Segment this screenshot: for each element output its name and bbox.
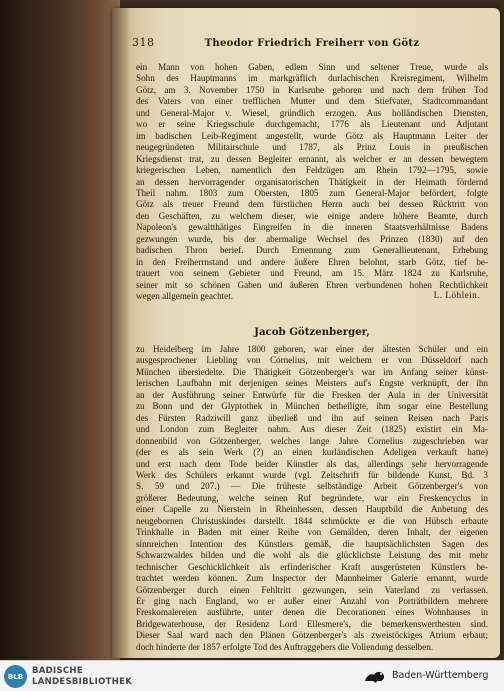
text-line: seiner mit so schönen Gaben und äußeren Ehren verbundenen hohen Rechtlichkeit [136, 279, 488, 290]
signature-row [136, 291, 488, 302]
text-line: kriegerischen Leben, namentlich den Feldzügen am Rhein 1792—1795, sowie [136, 165, 488, 176]
entry-heading: Jacob Götzenberger, [254, 326, 370, 338]
book-edge [0, 0, 120, 660]
running-title: Theodor Friedrich Freiherr von Götz [204, 38, 420, 49]
text-line: ein Mann von hohen Gaben, edlem Sinn und seltener Treue, wurde als [136, 62, 488, 72]
text-line: technischer Geschicklichkeit als erfinderischer Kraft ausgerüsteten Künstlers be- [136, 561, 488, 572]
text-line: Kriegsdienst trat, zu dessen Begleiter ernannt, als welcher er an dessen bewegtem [136, 153, 488, 164]
text-line: und London zum Begleiter nahm. Aus dieser Zeit (1825) existirt ein Ma- [136, 424, 488, 435]
text-line: in den Freiherrnstand und andere äußere Ehren belohnt, starb Götz, tief be- [136, 256, 488, 267]
text-line: und General-Major v. Wiesel, gründlich erzogen. Aus holländischen Diensten, [136, 107, 488, 118]
author-signature: L. Löhlein. [433, 291, 480, 302]
text-line: einer Capelle zu Nierstein in Rheinhessen, dessen Hauptbild die Anbetung des [136, 504, 488, 515]
text-line-last: doch hinderte der 1857 erfolgte Tod des Auftraggebers die Vollendung desselben. [136, 641, 434, 652]
text-line: trauert von seinem Gebieter und Freund, am 15. März 1824 zu Karlsruhe, [136, 268, 488, 279]
text-line: wo er seine Kriegsschule durchgemacht, 1776 als Lieutenant und Adjutant [136, 119, 488, 130]
text-line: donnenbild von Götzenberger, welches lange Jahre Cornelius zugeschrieben war [136, 435, 488, 446]
text-line: (der es als sein Werk (?) an einen kurländischen Adeligen verkauft hatte) [136, 447, 488, 458]
text-line: Napoleon's gewaltthätiges Eingreifen in die inneren Staatsverhältnisse Badens [136, 222, 488, 233]
text-line-last: wegen allgemein geachtet. [136, 291, 234, 302]
library-name[interactable] [32, 666, 132, 687]
state-name[interactable]: Baden-Württemberg [392, 670, 489, 681]
text-line: Götzenberger durch einen Fehltritt gezwungen, sein Vaterland zu verlassen. [136, 584, 488, 595]
text-line: Götz, am 3. November 1750 in Karlsruhe geboren und nach dem frühen Tod [136, 84, 488, 95]
text-line: Werk des Schülers erkannt wurde (vgl. Zeitschrift für bildende Kunst, Bd. 3 [136, 469, 488, 480]
entry-new-text [136, 344, 488, 653]
text-line: S. 59 und 207.) — Die früheste selbständige Arbeit Götzenberger's von [136, 481, 488, 492]
gutter-shadow [112, 8, 130, 658]
book-page [112, 8, 500, 658]
text-line: zu Heidelberg im Jahre 1800 geboren, war einer der ältesten Schüler und ein [136, 344, 488, 354]
library-name-line: BADISCHE [32, 666, 83, 676]
text-line: lerischen Laufbahn mit derjenigen seines Meisters auf's Engste verknüpft, der ihn [136, 378, 488, 389]
text-line: München übersiedelte. Die Thätigkeit Götzenberger's war im Anfang seiner künst- [136, 366, 488, 377]
library-footer [0, 660, 504, 691]
text-line: Dieser Saal ward nach den Plänen Götzenberger's als zweistöckiges Atrium erbaut; [136, 630, 488, 641]
blb-logo-icon[interactable]: BLB [4, 665, 27, 688]
text-line: im badischen Leib-Regiment angestellt, wurde Götz als Hauptmann Leiter der [136, 130, 488, 141]
entry-continued-text [136, 62, 488, 303]
text-line: des Vaters von einer trefflichen Mutter und dem Stiefvater, Stadtcommandant [136, 96, 488, 107]
text-line: des Fürsten Radziwill ganz überließ und ihn auf seinen Reisen nach Paris [136, 412, 488, 423]
text-line: an der Ausführung seiner Entwürfe für die Fresken der Aula in der Universität [136, 389, 488, 400]
text-line: Er ging nach England, wo er außer einer Anzahl von Porträtbildern mehrere [136, 595, 488, 606]
text-line: trachtet werden können. Zum Inspector der Mannheimer Galerie ernannt, wurde [136, 573, 488, 584]
text-line: Trinkhalle in Baden mit einer Reihe von Gemälden, deren Inhalt, der eigenen [136, 527, 488, 538]
text-line: Schwarzwaldes bilden und die wohl als die glücklichste Leistung des mit mehr [136, 550, 488, 561]
text-line: größerer Bedeutung, welche seinen Ruf begründete, war ein Freskencyclus in [136, 492, 488, 503]
page-header [132, 36, 492, 54]
text-line: Bridgewaterhouse, der Residenz Lord Ellesmere's, die bemerkenswerthesten sind. [136, 618, 488, 629]
text-line: Theil nahm. 1803 zum Obersten, 1805 zum General-Major befördert, folgte [136, 187, 488, 198]
text-line: neugebornen Christuskindes darstellt. 1844 schmückte er die von Hübsch erbaute [136, 515, 488, 526]
library-name-line: LANDESBIBLIOTHEK [32, 676, 133, 687]
page-number: 318 [132, 36, 155, 49]
text-line: Sohn des Hauptmanns im markgräflich durlachischen Kreisregiment, Wilhelm [136, 73, 488, 84]
text-line: an dessen hervorragender organisatorischen Thätigkeit in der Heimath fördernd [136, 176, 488, 187]
state-lion-icon[interactable] [363, 669, 387, 684]
text-line: neugegründeten Militairschule und 1787, als Prinz Louis in preußischen [136, 142, 488, 153]
text-line: und erst nach dem Tode beider Künstler als das, allerdings sehr hervorragende [136, 458, 488, 469]
text-line: ausgesprochener Liebling von Cornelius, mit welchem er von Düsseldorf nach [136, 355, 488, 366]
text-line: zu Bonn und der Glyptothek in München betheiligte, ihm sogar eine Bestellung [136, 401, 488, 412]
text-line: Freskomalereien ausführte, unter denen die Decorationen eines Wohnhauses in [136, 607, 488, 618]
text-line: Götz als treuer Freund dem fürstlichen Herrn auch bei dessen Rücktritt von [136, 199, 488, 210]
text-line: sinnreichen Intention des Künstlers gemäß, die hauptsächlichsten Sagen des [136, 538, 488, 549]
text-line: den Geschäften, zu welchem dieser, wie einige andere höhere Beamte, durch [136, 210, 488, 221]
text-line: badischen Thron berief. Durch Ernennung zum Generallieutenant, Erhebung [136, 245, 488, 256]
text-line: gezwungen wurde, bis der abermalige Wechsel des Prinzen (1830) auf den [136, 233, 488, 244]
